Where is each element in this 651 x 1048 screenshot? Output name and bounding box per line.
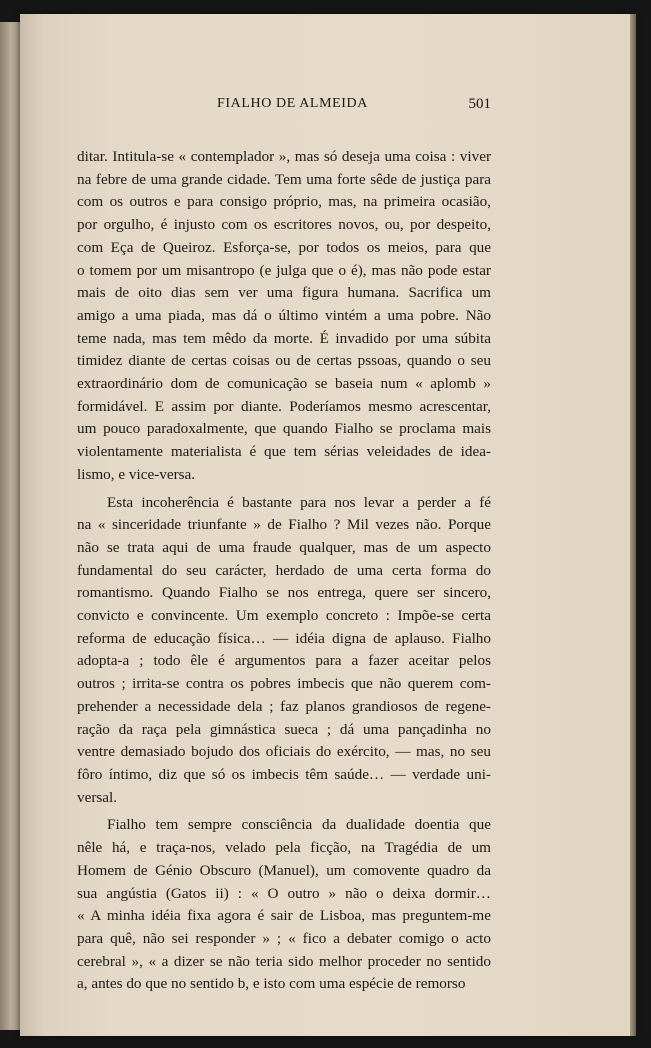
- text-line: na « sinceridade triunfante » de Fialho ? Mil vezes não. Porque: [77, 516, 491, 534]
- text-line: fôro íntimo, diz que só os imbecis têm saúde… — verdade uni-: [77, 765, 491, 783]
- text-line: adopta-a ; todo êle é argumentos para a fazer aceitar pelos: [77, 652, 491, 670]
- paragraph: [77, 492, 491, 810]
- text-line: timidez diante de certas coisas ou de certas pssoas, quando o seu: [77, 352, 491, 370]
- text-line: extraordinário dom de comunicação se baseia num « aplomb »: [77, 375, 491, 393]
- body-text: [77, 146, 491, 996]
- text-line: teme nada, mas tem mêdo da morte. É invadido por uma súbita: [77, 329, 491, 347]
- text-line: com os outros e para consigo próprio, mas, na primeira ocasião,: [77, 193, 491, 211]
- text-line: um pouco paradoxalmente, que quando Fialho se proclama mais: [77, 420, 491, 438]
- paragraph: [77, 814, 491, 996]
- text-line: Esta incoherência é bastante para nos levar a perder a fé: [107, 493, 491, 511]
- text-line: convicto e convincente. Um exemplo concreto : Impõe-se certa: [77, 607, 491, 625]
- text-line: por orgulho, é injusto com os escritores novos, ou, por despeito,: [77, 216, 491, 234]
- text-line: ditar. Intitula-se « contemplador », mas só deseja uma coisa : viver: [77, 148, 491, 165]
- text-line: prehender a necessidade dela ; faz planos grandiosos de regene-: [77, 697, 491, 715]
- text-line: mais de oito dias sem ver uma figura humana. Sacrifica um: [77, 284, 491, 302]
- running-title: FIALHO DE ALMEIDA: [217, 96, 368, 111]
- text-line: lismo, e vice-versa.: [77, 465, 196, 483]
- text-line: sua angústia (Gatos ii) : « O outro » não o deixa dormir…: [77, 884, 491, 902]
- text-line: Fialho tem sempre consciência da dualidade doentia que: [107, 816, 491, 834]
- text-line: ração da raça pela gimnástica sueca ; dá uma pançadinha no: [77, 720, 491, 738]
- text-line: com Eça de Queiroz. Esforça-se, por todos os meios, para que: [77, 238, 491, 256]
- text-line: não se trata aqui de uma fraude qualquer, mas de um aspecto: [77, 538, 491, 556]
- text-line: outros ; irrita-se contra os pobres imbecis que não querem com-: [77, 675, 491, 693]
- right-page-edge: [630, 14, 636, 1036]
- text-line: versal.: [77, 788, 118, 806]
- text-line: reforma de educação física… — idéia digna de aplauso. Fialho: [77, 629, 491, 647]
- text-line: para quê, não sei responder » ; « fico a debater comigo o acto: [77, 929, 491, 947]
- page-header: [77, 96, 491, 120]
- text-line: « A minha idéia fixa agora é sair de Lisboa, mas preguntem-me: [77, 907, 491, 925]
- text-line: cerebral », « a dizer se não teria sido melhor proceder no sentido: [77, 952, 491, 970]
- text-line: Homem de Génio Obscuro (Manuel), um comovente quadro da: [77, 861, 491, 879]
- text-line: o tomem por um misantropo (e julga que o é), mas não pode estar: [77, 261, 491, 279]
- text-line: a, antes do que no sentido b, e isto com uma espécie de remorso: [77, 975, 466, 993]
- text-line: romantismo. Quando Fialho se nos entrega, quere ser sincero,: [77, 584, 491, 602]
- text-line: amigo a uma piada, mas dá o último vintém a uma pobre. Não: [77, 306, 491, 324]
- text-line: violentamente materialista é que tem sérias veleidades de idea-: [77, 443, 491, 461]
- text-line: formidável. E assim por diante. Poderíamos mesmo acrescentar,: [77, 397, 491, 415]
- page-number: 501: [468, 96, 491, 112]
- text-line: ventre demasiado bojudo dos oficiais do exército, — mas, no seu: [77, 743, 491, 761]
- text-line: na febre de uma grande cidade. Tem uma forte sêde de justiça para: [77, 170, 491, 188]
- text-line: nêle há, e traça-nos, velado pela ficção, na Tragédia de um: [77, 839, 491, 857]
- text-line: fundamental do seu carácter, herdado de uma certa forma do: [77, 561, 491, 579]
- paragraph: [77, 146, 491, 487]
